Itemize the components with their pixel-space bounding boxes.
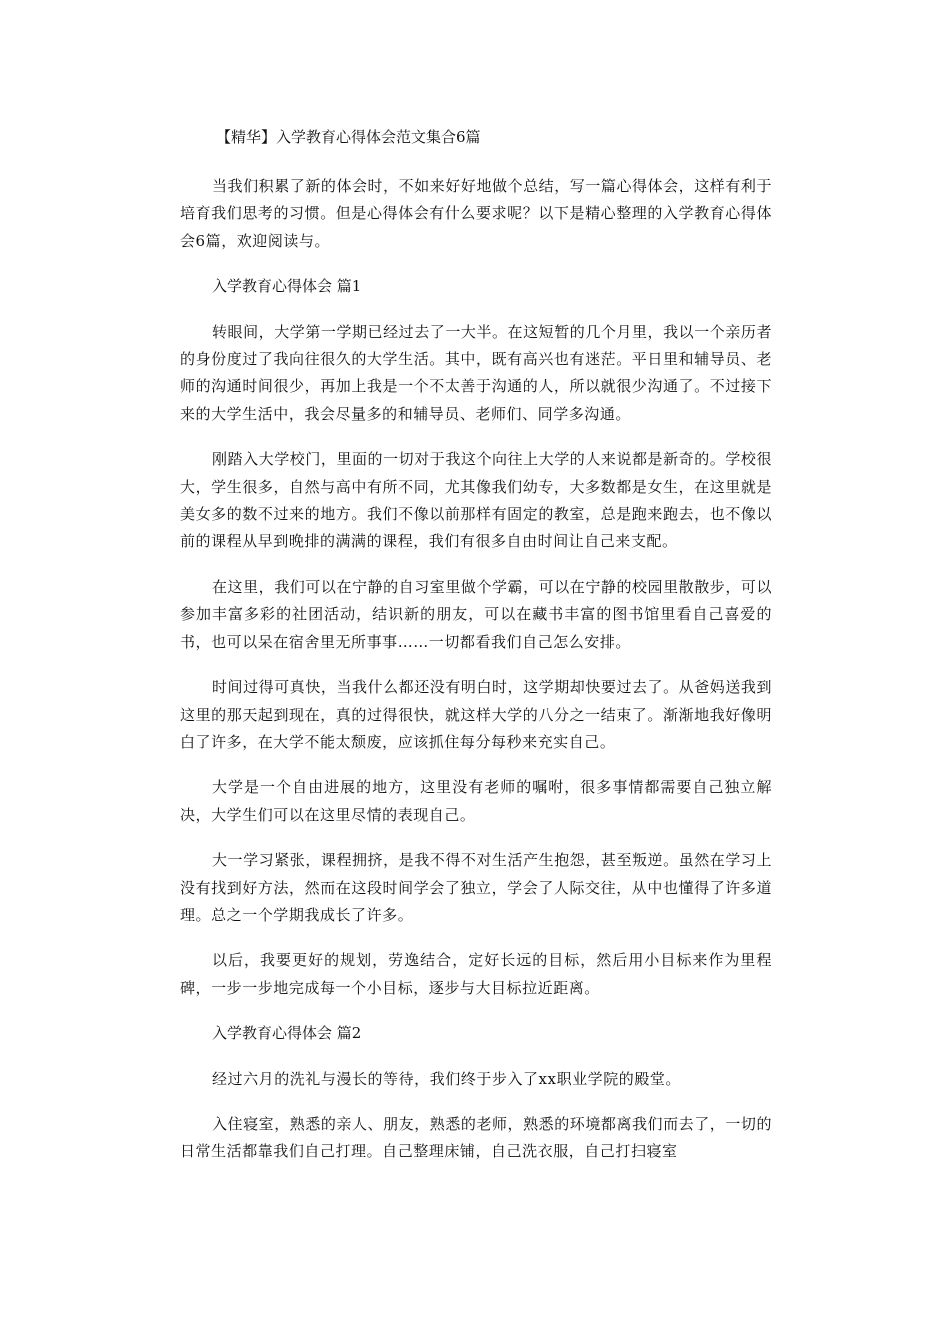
section-1-heading: 入学教育心得体会 篇1 xyxy=(212,277,362,296)
document-title: 【精华】入学教育心得体会范文集合6篇 xyxy=(216,128,481,146)
section-1-paragraph-3: 在这里，我们可以在宁静的自习室里做个学霸，可以在宁静的校园里散散步，可以参加丰富多彩的社团活动，结识新的朋友，可以在藏书丰富的图书馆里看自己喜爱的书，也可以呆在宿舍里无所事事……一切都看我们自己怎么安排。 xyxy=(180,577,772,651)
section-1-paragraph-6: 大一学习紧张，课程拥挤，是我不得不对生活产生抱怨，甚至叛逆。虽然在学习上没有找到好方法，然而在这段时间学会了独立，学会了人际交往，从中也懂得了许多道理。总之一个学期我成长了许多。 xyxy=(180,851,772,924)
section-2-paragraph-2: 入住寝室，熟悉的亲人、朋友，熟悉的老师，熟悉的环境都离我们而去了，一切的日常生活都靠我们自己打理。自己整理床铺，自己洗衣服，自己打扫寝室 xyxy=(180,1114,772,1161)
section-2-paragraph-1: 经过六月的洗礼与漫长的等待，我们终于步入了xx职业学院的殿堂。 xyxy=(212,1069,681,1088)
section-2-heading: 入学教育心得体会 篇2 xyxy=(212,1024,362,1043)
section-1-paragraph-4: 时间过得可真快，当我什么都还没有明白时，这学期却快要过去了。从爸妈送我到这里的那天起到现在，真的过得很快，就这样大学的八分之一结束了。渐渐地我好像明白了许多，在大学不能太颓废，应该抓住每分每秒来充实自己。 xyxy=(180,678,772,751)
section-1-paragraph-7: 以后，我要更好的规划，劳逸结合，定好长远的目标，然后用小目标来作为里程碑，一步一步地完成每一个小目标，逐步与大目标拉近距离。 xyxy=(180,951,772,997)
section-1-paragraph-1: 转眼间，大学第一学期已经过去了一大半。在这短暂的几个月里，我以一个亲历者的身份度过了我向往很久的大学生活。其中，既有高兴也有迷茫。平日里和辅导员、老师的沟通时间很少，再加上我是一个不太善于沟通的人，所以就很少沟通了。不过接下来的大学生活中，我会尽量多的和辅导员、老师们、同学多沟通。 xyxy=(180,322,772,423)
section-1-paragraph-2: 刚踏入大学校门，里面的一切对于我这个向往上大学的人来说都是新奇的。学校很大，学生很多，自然与高中有所不同，尤其像我们幼专，大多数都是女生，在这里就是美女多的数不过来的地方。我们不像以前那样有固定的教室，总是跑来跑去，也不像以前的课程从早到晚排的满满的课程，我们有很多自由时间让自己来支配。 xyxy=(180,450,772,551)
intro-paragraph: 当我们积累了新的体会时，不如来好好地做个总结，写一篇心得体会，这样有利于培育我们思考的习惯。但是心得体会有什么要求呢？以下是精心整理的入学教育心得体会6篇，欢迎阅读与。 xyxy=(180,177,772,250)
section-1-paragraph-5: 大学是一个自由进展的地方，这里没有老师的嘱咐，很多事情都需要自己独立解决，大学生们可以在这里尽情的表现自己。 xyxy=(180,778,772,824)
document-page xyxy=(180,119,772,1184)
